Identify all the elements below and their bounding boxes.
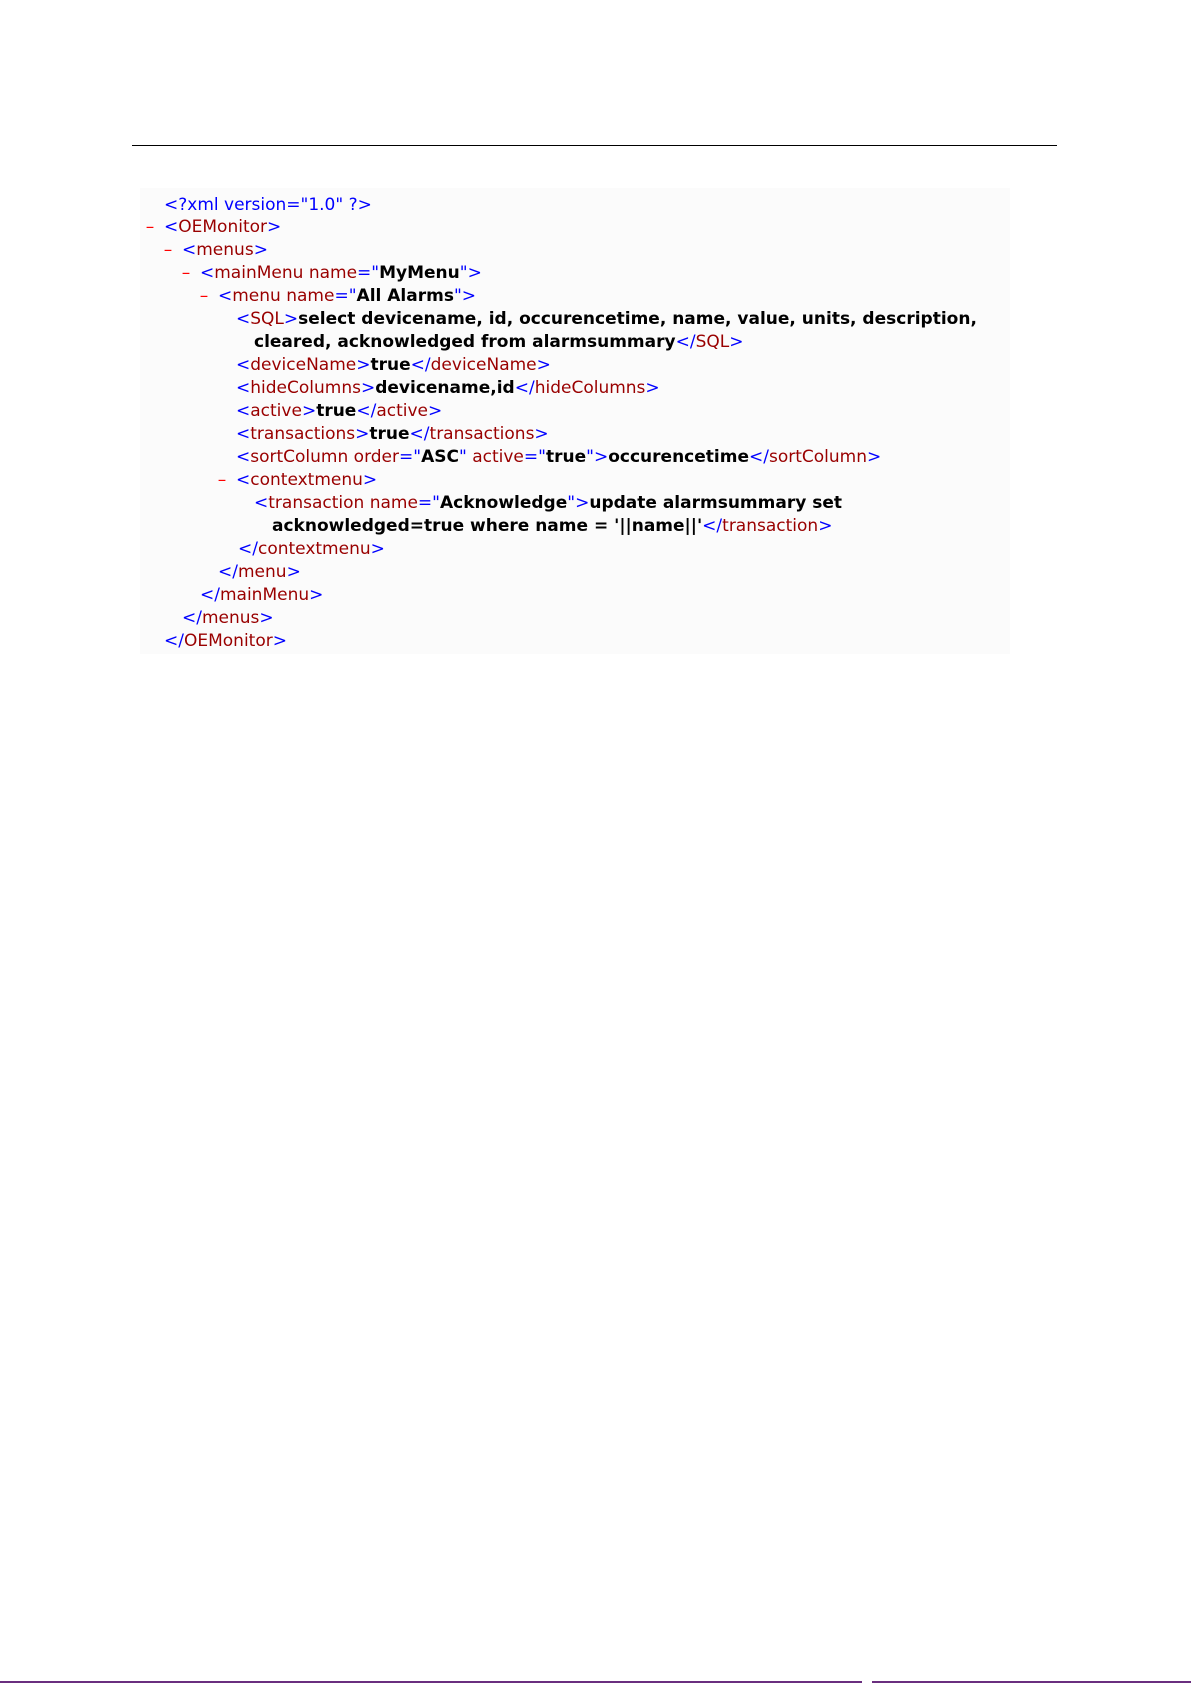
xml-close-tag-oemonitor: </OEMonitor>	[164, 631, 287, 651]
sql-text-line-2: cleared, acknowledged from alarmsummary	[254, 332, 676, 352]
attr-value: Acknowledge	[440, 493, 568, 513]
attr-name: order	[353, 447, 400, 467]
xml-element-hidecolumns: <hideColumns>devicename,id</hideColumns>	[236, 378, 660, 398]
element-text: devicename,id	[375, 378, 515, 398]
element-text: true	[316, 401, 357, 421]
tag-name: mainMenu	[214, 263, 304, 283]
tag-name: SQL	[695, 332, 730, 352]
transaction-text-line-1: update alarmsummary set	[589, 493, 842, 513]
xml-element-transactions: <transactions>true</transactions>	[236, 424, 549, 444]
tag-name: transactions	[429, 424, 535, 444]
tag-name: transaction	[722, 516, 819, 536]
collapse-toggle-menu[interactable]: –	[199, 286, 209, 306]
xml-element-sql-continuation: cleared, acknowledged from alarmsummary</SQL>	[254, 332, 744, 352]
attr-name: name	[308, 263, 358, 283]
xml-element-devicename: <deviceName>true</deviceName>	[236, 355, 551, 375]
tag-name: menus	[196, 240, 254, 260]
sql-text-line-1: select devicename, id, occurencetime, name, value, units, description,	[298, 309, 977, 329]
tag-name: menu	[237, 562, 287, 582]
tag-name: active	[250, 401, 302, 421]
xml-close-tag-menu: </menu>	[218, 562, 301, 582]
tag-name: transaction	[268, 493, 365, 513]
footer-rule-left	[0, 1681, 862, 1683]
tag-name: hideColumns	[534, 378, 646, 398]
xml-close-tag-menus: </menus>	[182, 608, 274, 628]
xml-element-transaction-continuation: acknowledged=true where name = '||name||'</transaction>	[272, 516, 833, 536]
xml-element-sql: <SQL>select devicename, id, occurencetime, name, value, units, description,	[236, 309, 977, 329]
tag-name: contextmenu	[257, 539, 371, 559]
tag-name: sortColumn	[250, 447, 349, 467]
attr-value: true	[545, 447, 587, 467]
collapse-toggle-oemonitor[interactable]: –	[145, 217, 155, 237]
tag-name: menus	[201, 608, 260, 628]
xml-element-transaction: <transaction name="Acknowledge">update alarmsummary set	[254, 493, 842, 513]
attr-value: All Alarms	[356, 286, 454, 306]
tag-name: SQL	[250, 309, 284, 329]
collapse-toggle-mainmenu[interactable]: –	[181, 263, 191, 283]
tag-name: transactions	[250, 424, 356, 444]
element-text: true	[369, 424, 410, 444]
attr-value: MyMenu	[379, 263, 460, 283]
tag-name: OEMonitor	[178, 217, 267, 237]
xml-close-tag-mainmenu: </mainMenu>	[200, 585, 324, 605]
tag-name: sortColumn	[768, 447, 867, 467]
footer-rule-right	[872, 1681, 1191, 1683]
attr-name: name	[369, 493, 418, 513]
tag-name: deviceName	[430, 355, 537, 375]
xml-open-tag-menus: <menus>	[182, 240, 268, 260]
xml-open-tag-contextmenu: <contextmenu>	[236, 470, 378, 490]
element-text: occurencetime	[608, 447, 749, 467]
tag-name: deviceName	[250, 355, 357, 375]
attr-name: name	[286, 286, 335, 306]
xml-open-tag-mainmenu: <mainMenu name="MyMenu">	[200, 263, 482, 283]
element-text: true	[370, 355, 411, 375]
tag-name: active	[376, 401, 429, 421]
transaction-text-line-2: acknowledged=true where name = '||name||'	[272, 516, 703, 536]
header-rule	[132, 145, 1057, 146]
tag-name: OEMonitor	[183, 631, 273, 651]
xml-declaration	[164, 194, 372, 216]
xml-open-tag-menu: <menu name="All Alarms">	[218, 286, 477, 306]
attr-name: active	[472, 447, 524, 467]
xml-element-sortcolumn: <sortColumn order="ASC" active="true">occurencetime</sortColumn>	[236, 447, 882, 467]
collapse-toggle-menus[interactable]: –	[163, 240, 173, 260]
attr-value: ASC	[421, 447, 459, 467]
tag-name: menu	[232, 286, 281, 306]
xml-tree-view	[140, 188, 1010, 654]
xml-open-tag-oemonitor: <OEMonitor>	[164, 217, 282, 237]
tag-name: contextmenu	[250, 470, 363, 490]
xml-element-active: <active>true</active>	[236, 401, 443, 421]
tag-name: mainMenu	[219, 585, 310, 605]
xml-close-tag-contextmenu: </contextmenu>	[238, 539, 385, 559]
xml-declaration-text: <?xml version="1.0" ?>	[164, 195, 372, 215]
tag-name: hideColumns	[250, 378, 361, 398]
collapse-toggle-contextmenu[interactable]: –	[217, 470, 227, 490]
